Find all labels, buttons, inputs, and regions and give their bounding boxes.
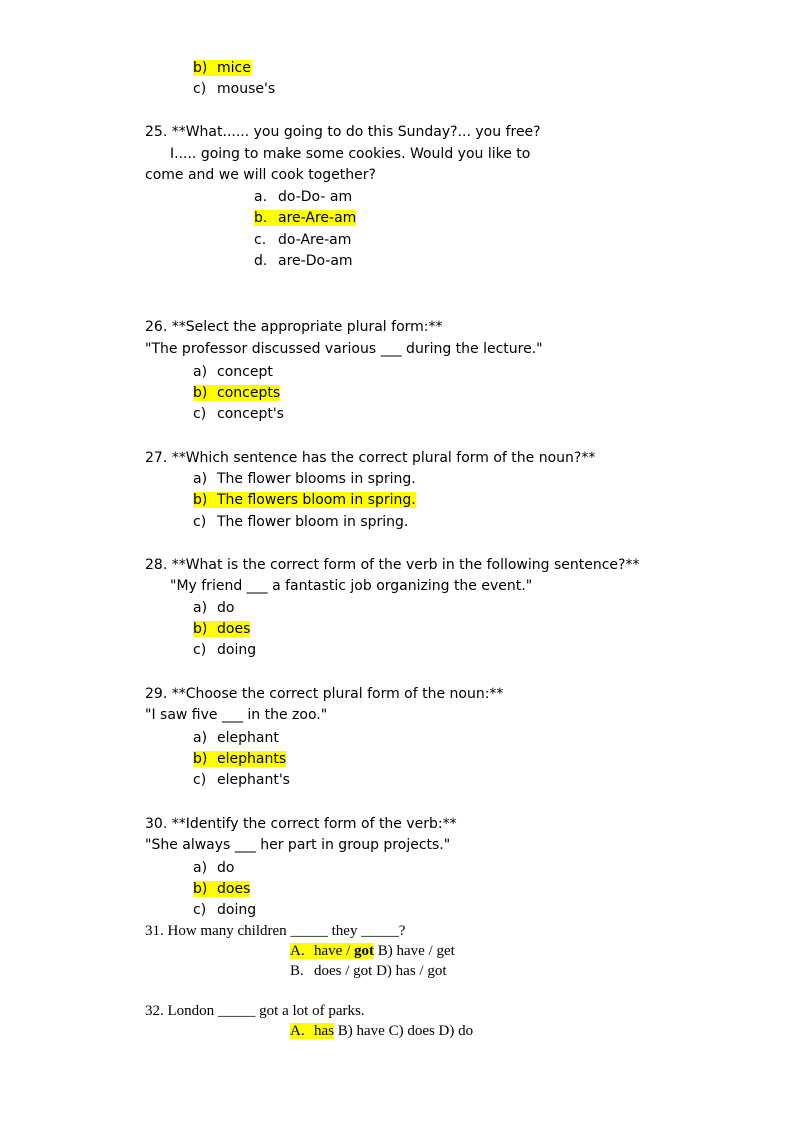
q29-option-a: a) elephant: [193, 730, 279, 746]
q29-option-c: c) elephant's: [193, 772, 290, 788]
q29-question-line2: "I saw five ___ in the zoo.": [145, 707, 328, 723]
q29-question: 29. **Choose the correct plural form of the noun:**: [145, 686, 504, 702]
q28-option-a: a) do: [193, 600, 235, 616]
q25-option-d: d. are-Do-am: [254, 253, 353, 269]
q28-option-b: b) does: [193, 621, 251, 637]
q28-option-c: c) doing: [193, 642, 257, 658]
q31-option-b: B. does / got D) has / got: [290, 963, 447, 979]
q27-option-c: c) The flower bloom in spring.: [193, 514, 409, 530]
q30-option-b: b) does: [193, 881, 251, 897]
q25-question-line2: I..... going to make some cookies. Would you like to: [170, 146, 531, 162]
q30-question: 30. **Identify the correct form of the verb:**: [145, 816, 457, 832]
q31-question: 31. How many children _____ they _____?: [145, 923, 406, 939]
q25-option-b: b. are-Are-am: [254, 210, 357, 226]
q26-question-line2: "The professor discussed various ___ during the lecture.": [145, 341, 543, 357]
q24-option-c: c) mouse's: [193, 81, 276, 97]
q32-option-a: A. has B) have C) does D) do: [290, 1023, 474, 1039]
q26-option-b: b) concepts: [193, 385, 281, 401]
q30-option-c: c) doing: [193, 902, 257, 918]
q31-option-a: A. have / got B) have / get: [290, 943, 455, 959]
q24-option-b: b) mice: [193, 60, 251, 76]
q25-question: 25. **What...... you going to do this Sunday?... you free?: [145, 124, 541, 140]
q25-option-a: a. do-Do- am: [254, 189, 353, 205]
q28-question: 28. **What is the correct form of the verb in the following sentence?**: [145, 557, 640, 573]
q27-option-a: a) The flower blooms in spring.: [193, 471, 416, 487]
q25-option-c: c. do-Are-am: [254, 232, 352, 248]
q25-question-line3: come and we will cook together?: [145, 167, 376, 183]
q26-question: 26. **Select the appropriate plural form:**: [145, 319, 443, 335]
q30-option-a: a) do: [193, 860, 235, 876]
q27-question: 27. **Which sentence has the correct plural form of the noun?**: [145, 450, 596, 466]
q29-option-b: b) elephants: [193, 751, 287, 767]
q26-option-c: c) concept's: [193, 406, 284, 422]
q30-question-line2: "She always ___ her part in group projects.": [145, 837, 451, 853]
q26-option-a: a) concept: [193, 364, 273, 380]
q32-question: 32. London _____ got a lot of parks.: [145, 1003, 365, 1019]
q28-question-line2: "My friend ___ a fantastic job organizing the event.": [170, 578, 533, 594]
q27-option-b: b) The flowers bloom in spring.: [193, 492, 416, 508]
